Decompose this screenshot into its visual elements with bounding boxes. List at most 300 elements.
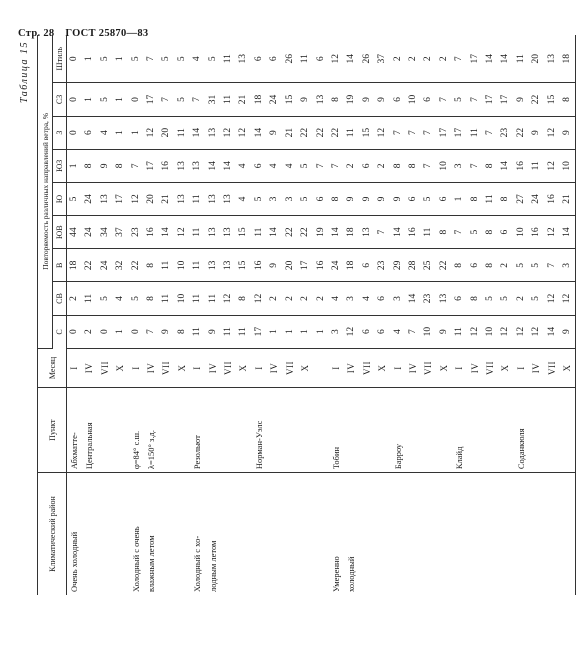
page-number: Стр. 28 xyxy=(18,28,55,39)
value-cell: 20 xyxy=(529,35,544,83)
value-cell: 12 xyxy=(545,282,560,315)
value-cell: 20 xyxy=(283,249,298,282)
value-cell: 1 xyxy=(113,35,128,83)
table-row xyxy=(98,35,113,595)
region-cell xyxy=(545,473,560,595)
value-cell: 5 xyxy=(129,282,144,315)
value-cell: 6 xyxy=(252,35,267,83)
value-cell: 1 xyxy=(67,149,83,182)
value-cell: 13 xyxy=(437,282,452,315)
value-cell: 8 xyxy=(144,249,159,282)
value-cell: 10 xyxy=(483,315,498,348)
value-cell: 12 xyxy=(560,282,576,315)
point-cell: Клайд xyxy=(452,388,467,473)
value-cell: 11 xyxy=(421,216,436,249)
value-cell: 17 xyxy=(468,35,483,83)
value-cell: 7 xyxy=(421,116,436,149)
value-cell: 7 xyxy=(452,35,467,83)
value-cell: 1 xyxy=(113,83,128,116)
table-row xyxy=(560,35,576,595)
value-cell: 2 xyxy=(514,282,529,315)
month-cell xyxy=(314,348,329,387)
value-cell: 9 xyxy=(267,116,282,149)
value-cell: 17 xyxy=(113,182,128,215)
value-cell: 23 xyxy=(129,216,144,249)
value-cell: 10 xyxy=(560,149,576,182)
value-cell: 23 xyxy=(498,116,513,149)
value-cell: 12 xyxy=(344,315,359,348)
value-cell: 0 xyxy=(67,315,83,348)
value-cell: 11 xyxy=(483,182,498,215)
region-cell: холодный xyxy=(346,556,357,592)
value-cell: 1 xyxy=(298,315,313,348)
value-cell: 14 xyxy=(498,35,513,83)
value-cell: 8 xyxy=(483,149,498,182)
region-cell xyxy=(560,473,576,595)
value-cell: 8 xyxy=(437,216,452,249)
value-cell: 1 xyxy=(452,182,467,215)
value-cell: 2 xyxy=(421,35,436,83)
value-cell: 22 xyxy=(283,216,298,249)
month-cell: IV xyxy=(144,348,159,387)
region-cell xyxy=(221,473,236,595)
table-row xyxy=(329,35,344,595)
month-cell: I xyxy=(514,348,529,387)
table-row xyxy=(391,35,406,595)
value-cell: 34 xyxy=(98,216,113,249)
value-cell: 9 xyxy=(159,315,174,348)
table-row xyxy=(67,35,83,595)
value-cell: 0 xyxy=(129,315,144,348)
value-cell: 21 xyxy=(159,182,174,215)
value-cell: 9 xyxy=(514,83,529,116)
value-cell: 12 xyxy=(545,216,560,249)
value-cell: 10 xyxy=(175,282,190,315)
value-cell: 11 xyxy=(468,116,483,149)
point-cell xyxy=(159,388,174,473)
value-cell: 11 xyxy=(221,315,236,348)
point-cell xyxy=(360,388,375,473)
value-cell: 8 xyxy=(82,149,97,182)
month-cell: I xyxy=(252,348,267,387)
value-cell: 8 xyxy=(483,216,498,249)
value-cell: 23 xyxy=(375,249,390,282)
month-cell: X xyxy=(375,348,390,387)
value-cell: 5 xyxy=(468,216,483,249)
value-cell: 2 xyxy=(298,282,313,315)
value-cell: 13 xyxy=(190,149,205,182)
value-cell: 5 xyxy=(175,83,190,116)
value-cell: 16 xyxy=(406,216,421,249)
value-cell: 16 xyxy=(159,149,174,182)
month-cell: X xyxy=(498,348,513,387)
value-cell: 7 xyxy=(329,149,344,182)
region-cell xyxy=(452,473,467,595)
value-cell: 17 xyxy=(483,83,498,116)
rotated-table-block xyxy=(17,35,572,595)
point-cell xyxy=(298,388,313,473)
value-cell: 18 xyxy=(252,83,267,116)
region-cell xyxy=(421,473,436,595)
value-cell: 5 xyxy=(298,149,313,182)
value-cell: 11 xyxy=(221,35,236,83)
value-cell: 0 xyxy=(67,83,83,116)
region-cell: Холодный с хо- xyxy=(192,535,203,592)
value-cell: 17 xyxy=(144,149,159,182)
month-cell: X xyxy=(298,348,313,387)
value-cell: 1 xyxy=(283,315,298,348)
value-cell: 6 xyxy=(360,149,375,182)
value-cell: 6 xyxy=(468,249,483,282)
table-row xyxy=(129,35,144,595)
value-cell: 14 xyxy=(406,282,421,315)
value-cell: 12 xyxy=(329,35,344,83)
value-cell: 3 xyxy=(391,282,406,315)
table-row xyxy=(314,35,329,595)
value-cell: 1 xyxy=(82,83,97,116)
table-row xyxy=(283,35,298,595)
value-cell: 11 xyxy=(190,216,205,249)
value-cell: 9 xyxy=(344,182,359,215)
value-cell: 5 xyxy=(252,182,267,215)
value-cell: 12 xyxy=(221,116,236,149)
value-cell: 2 xyxy=(437,35,452,83)
value-cell: 10 xyxy=(514,216,529,249)
region-cell: лодным летом xyxy=(207,540,218,592)
value-cell: 12 xyxy=(514,315,529,348)
table-row xyxy=(529,35,544,595)
value-cell: 2 xyxy=(67,282,83,315)
value-cell: 21 xyxy=(560,182,576,215)
value-cell: 11 xyxy=(298,35,313,83)
value-cell: 5 xyxy=(298,182,313,215)
value-cell: 11 xyxy=(206,282,221,315)
value-cell: 5 xyxy=(98,83,113,116)
value-cell: 9 xyxy=(391,182,406,215)
value-cell: 4 xyxy=(360,282,375,315)
value-cell: 1 xyxy=(314,315,329,348)
point-cell xyxy=(437,388,452,473)
value-cell: 4 xyxy=(236,182,251,215)
value-cell: 7 xyxy=(483,116,498,149)
value-cell: 2 xyxy=(498,249,513,282)
table-row xyxy=(421,35,436,595)
region-cell xyxy=(175,473,190,595)
value-cell: 22 xyxy=(314,116,329,149)
value-cell: 10 xyxy=(421,315,436,348)
region-cell xyxy=(375,473,390,595)
value-cell: 8 xyxy=(406,149,421,182)
value-cell: 15 xyxy=(545,83,560,116)
region-cell xyxy=(267,473,282,595)
value-cell: 5 xyxy=(175,35,190,83)
value-cell: 11 xyxy=(529,149,544,182)
value-cell: 15 xyxy=(360,116,375,149)
table-row xyxy=(175,35,190,595)
value-cell: 24 xyxy=(329,249,344,282)
region-cell: Умеренно xyxy=(330,556,341,592)
value-cell: 21 xyxy=(236,83,251,116)
point-cell xyxy=(221,388,236,473)
value-cell: 8 xyxy=(560,83,576,116)
value-cell: 7 xyxy=(468,83,483,116)
value-cell: 5 xyxy=(98,35,113,83)
value-cell: 6 xyxy=(375,315,390,348)
region-cell: Очень холодный xyxy=(69,531,79,592)
value-cell: 14 xyxy=(344,35,359,83)
value-cell: 6 xyxy=(421,83,436,116)
value-cell: 24 xyxy=(98,249,113,282)
month-cell: I xyxy=(190,348,205,387)
value-cell: 4 xyxy=(113,282,128,315)
value-cell: 9 xyxy=(98,149,113,182)
value-cell: 9 xyxy=(437,315,452,348)
value-cell: 25 xyxy=(421,249,436,282)
value-cell: 22 xyxy=(329,116,344,149)
value-cell: 12 xyxy=(545,116,560,149)
value-cell: 9 xyxy=(375,83,390,116)
value-cell: 14 xyxy=(545,315,560,348)
region-cell xyxy=(468,473,483,595)
value-cell: 22 xyxy=(529,83,544,116)
value-cell: 7 xyxy=(421,149,436,182)
region-cell xyxy=(298,473,313,595)
standard-code: ГОСТ 25870—83 xyxy=(65,28,149,39)
value-cell: 13 xyxy=(314,83,329,116)
value-cell: 37 xyxy=(375,35,390,83)
value-cell: 4 xyxy=(283,149,298,182)
value-cell: 12 xyxy=(375,116,390,149)
value-cell: 8 xyxy=(113,149,128,182)
value-cell: 6 xyxy=(314,35,329,83)
value-cell: 12 xyxy=(175,216,190,249)
table-row xyxy=(545,35,560,595)
direction-header: Штиль xyxy=(53,35,67,83)
value-cell: 9 xyxy=(360,83,375,116)
table-row xyxy=(144,35,159,595)
value-cell: 17 xyxy=(437,116,452,149)
table-row xyxy=(82,35,97,595)
point-cell xyxy=(283,388,298,473)
value-cell: 22 xyxy=(129,249,144,282)
value-cell: 3 xyxy=(560,249,576,282)
month-cell: VII xyxy=(360,348,375,387)
value-cell: 8 xyxy=(175,315,190,348)
table-row xyxy=(498,35,513,595)
value-cell: 14 xyxy=(560,216,576,249)
value-cell: 10 xyxy=(437,149,452,182)
value-cell: 5 xyxy=(483,282,498,315)
table-row xyxy=(514,35,529,595)
value-cell: 6 xyxy=(360,315,375,348)
month-cell: X xyxy=(113,348,128,387)
value-cell: 24 xyxy=(82,182,97,215)
table-row xyxy=(113,35,128,595)
region-cell: влажным летом xyxy=(146,535,157,592)
region-cell xyxy=(483,473,498,595)
month-cell: IV xyxy=(206,348,221,387)
value-cell: 13 xyxy=(98,182,113,215)
point-cell: Тобин xyxy=(329,388,344,473)
month-cell: IV xyxy=(82,348,97,387)
direction-header: СВ xyxy=(53,282,67,315)
value-cell: 9 xyxy=(267,249,282,282)
value-cell: 4 xyxy=(329,282,344,315)
region-cell xyxy=(113,473,128,595)
value-cell: 13 xyxy=(206,216,221,249)
value-cell: 11 xyxy=(344,116,359,149)
value-cell: 12 xyxy=(129,182,144,215)
month-cell: IV xyxy=(406,348,421,387)
value-cell: 22 xyxy=(82,249,97,282)
value-cell: 31 xyxy=(206,83,221,116)
value-cell: 7 xyxy=(452,216,467,249)
region-cell: Холодный с очень xyxy=(130,526,141,592)
value-cell: 6 xyxy=(252,149,267,182)
region-cell xyxy=(98,473,113,595)
value-cell: 8 xyxy=(144,282,159,315)
value-cell: 1 xyxy=(129,116,144,149)
value-cell: 28 xyxy=(406,249,421,282)
direction-header: СЗ xyxy=(53,83,67,116)
value-cell: 12 xyxy=(252,282,267,315)
value-cell: 17 xyxy=(252,315,267,348)
value-cell: 8 xyxy=(483,249,498,282)
table-row xyxy=(298,35,313,595)
table-body xyxy=(67,35,576,595)
value-cell: 1 xyxy=(82,35,97,83)
value-cell: 0 xyxy=(129,83,144,116)
value-cell: 13 xyxy=(221,216,236,249)
value-cell: 13 xyxy=(175,182,190,215)
value-cell: 2 xyxy=(406,35,421,83)
value-cell: 7 xyxy=(375,216,390,249)
point-cell: λ=150° з.д. xyxy=(144,388,159,473)
point-cell xyxy=(406,388,421,473)
value-cell: 26 xyxy=(283,35,298,83)
value-cell: 18 xyxy=(344,216,359,249)
value-cell: 14 xyxy=(252,116,267,149)
value-cell: 8 xyxy=(468,282,483,315)
value-cell: 5 xyxy=(421,182,436,215)
value-cell: 6 xyxy=(82,116,97,149)
value-cell: 2 xyxy=(391,35,406,83)
month-cell: X xyxy=(175,348,190,387)
direction-group-header: Повторяемость различных направлений ветра, % xyxy=(38,35,53,348)
value-cell: 7 xyxy=(391,116,406,149)
region-header: Климатический район xyxy=(38,473,67,595)
region-cell xyxy=(82,473,97,595)
region-cell xyxy=(437,473,452,595)
value-cell: 6 xyxy=(452,282,467,315)
value-cell: 3 xyxy=(267,182,282,215)
value-cell: 13 xyxy=(360,216,375,249)
value-cell: 16 xyxy=(514,149,529,182)
point-cell xyxy=(314,388,329,473)
point-cell: Абхматте- xyxy=(67,388,83,473)
value-cell: 6 xyxy=(437,182,452,215)
value-cell: 32 xyxy=(113,249,128,282)
value-cell: 3 xyxy=(452,149,467,182)
value-cell: 8 xyxy=(329,83,344,116)
value-cell: 1 xyxy=(113,116,128,149)
point-cell xyxy=(545,388,560,473)
direction-header: ЮВ xyxy=(53,216,67,249)
value-cell: 22 xyxy=(298,116,313,149)
region-cell xyxy=(283,473,298,595)
value-cell: 16 xyxy=(545,182,560,215)
value-cell: 16 xyxy=(144,216,159,249)
point-cell xyxy=(113,388,128,473)
table-row xyxy=(406,35,421,595)
value-cell: 1 xyxy=(267,315,282,348)
month-cell: X xyxy=(236,348,251,387)
region-cell xyxy=(314,473,329,595)
region-cell xyxy=(391,473,406,595)
value-cell: 0 xyxy=(67,35,83,83)
value-cell: 11 xyxy=(452,315,467,348)
value-cell: 14 xyxy=(483,35,498,83)
value-cell: 15 xyxy=(283,83,298,116)
value-cell: 44 xyxy=(67,216,83,249)
value-cell: 13 xyxy=(206,249,221,282)
value-cell: 20 xyxy=(159,116,174,149)
point-cell: Резольют xyxy=(190,388,205,473)
value-cell: 8 xyxy=(236,282,251,315)
value-cell: 6 xyxy=(360,249,375,282)
month-cell: IV xyxy=(529,348,544,387)
value-cell: 14 xyxy=(159,216,174,249)
value-cell: 11 xyxy=(514,35,529,83)
value-cell: 13 xyxy=(221,182,236,215)
value-cell: 14 xyxy=(267,216,282,249)
region-cell xyxy=(498,473,513,595)
value-cell: 9 xyxy=(560,315,576,348)
value-cell: 8 xyxy=(498,182,513,215)
direction-header: ЮЗ xyxy=(53,149,67,182)
value-cell: 2 xyxy=(82,315,97,348)
point-cell xyxy=(483,388,498,473)
month-cell: I xyxy=(67,348,83,387)
value-cell: 8 xyxy=(452,249,467,282)
table-row xyxy=(190,35,205,595)
table-row xyxy=(437,35,452,595)
point-cell xyxy=(206,388,221,473)
value-cell: 5 xyxy=(67,182,83,215)
point-cell xyxy=(175,388,190,473)
month-cell: I xyxy=(329,348,344,387)
table-row xyxy=(344,35,359,595)
point-cell: Барроу xyxy=(391,388,406,473)
region-cell xyxy=(514,473,529,595)
month-header: Месяц xyxy=(38,348,67,387)
value-cell: 7 xyxy=(144,35,159,83)
value-cell: 7 xyxy=(468,149,483,182)
point-cell xyxy=(98,388,113,473)
month-cell: VII xyxy=(98,348,113,387)
value-cell: 7 xyxy=(437,83,452,116)
value-cell: 16 xyxy=(314,249,329,282)
point-cell xyxy=(468,388,483,473)
point-cell xyxy=(498,388,513,473)
value-cell: 0 xyxy=(98,315,113,348)
table-label: Таблица 15 xyxy=(19,41,30,103)
value-cell: 13 xyxy=(221,249,236,282)
value-cell: 13 xyxy=(206,182,221,215)
value-cell: 17 xyxy=(144,83,159,116)
point-cell xyxy=(560,388,576,473)
direction-header: С xyxy=(53,315,67,348)
